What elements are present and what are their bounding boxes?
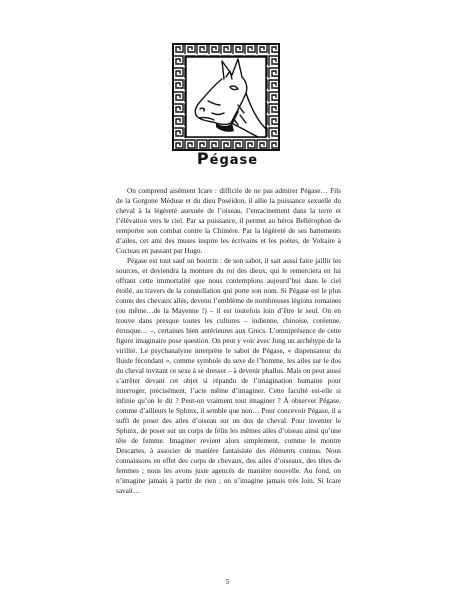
chapter-title [0,149,455,168]
horse-head-meander-frame-icon [172,43,280,151]
paragraph-2: Pégase est tout sauf un bourrin : de son sabot, il sait aussi faire jaillir les sources, et deviendra la monture du roi des dieux, qui le remerciera en lui offrant cette immortalité que nous contemplons aujourd’hui dans le ciel étoilé, au travers de la constellation qui porte son nom. Si Pégase est le plus connu des chevaux ailés, devenu l’emblème de nombreuses légions romaines (ou même…de la Mayenne !) – il est toutefois loin d’être le seul. On en trouve dans presque toutes les cultures – indienne, chinoise, coréenne, étrusque… –, certaines bien antérieures aux Grecs. L’omniprésence de cette figure imaginaire pose question. On peut y voir avec Jung un archétype de la virilité. Le psychanalyste interprète le sabot de Pégase, « dispensateur du fluide fécondant », comme symbole du sexe de l’homme, les ailes sur le dos du cheval invitant ce sexe à se dresser – à devenir phallus. Mais on peut aussi s’arrêter devant cet objet si répandu de l’imagination humaine pour interroger, précisément, l’acte même d’imaginer. Cette faculté est-elle si infinie qu’on le dit ? Peut-on vraiment tout imaginer ? À observer Pégase, comme d’ailleurs le Sphinx, il semble que non… Pour concevoir Pégase, il a suffi de poser des ailes d’oiseau sur un dos de cheval. Pour inventer le Sphinx, de poser sur un corps de félin les mêmes ailes d’oiseau ainsi qu’une tête de femme. Imaginer revient alors simplement, comme le montre Descartes, à associer de manière fantaisiste des éléments connus. Nous connaissons en effet des corps de chevaux, des ailes d’oiseaux, des têtes de femmes ; nous les avons juste agencés de manière nouvelle. Au fond, on n’imagine jamais à partir de rien ; on n’imagine jamais très loin. Si Icare savait… [116,257,341,495]
body-text [116,186,341,496]
chapter-title-rest: égase [209,153,259,168]
page-number: 5 [225,577,230,586]
chapter-title-initial: P [196,149,210,168]
paragraph-1: On comprend aisément Icare : difficile de ne pas admirer Pégase… Fils de la Gorgone Méduse et du dieu Poséidon, il allie la puissance sexuelle du cheval à la légèreté asexuée de l’oiseau, l’enracinement dans la terre et l’élévation vers le ciel. Par sa puissance, il permet au héros Bellérophon de remporter son combat contre la Chimère. Par la légèreté de ses battements d’ailes, cet ami des muses inspire les écrivains et les poètes, de Voltaire à Cocteau en passant par Hugo. [116,187,341,255]
